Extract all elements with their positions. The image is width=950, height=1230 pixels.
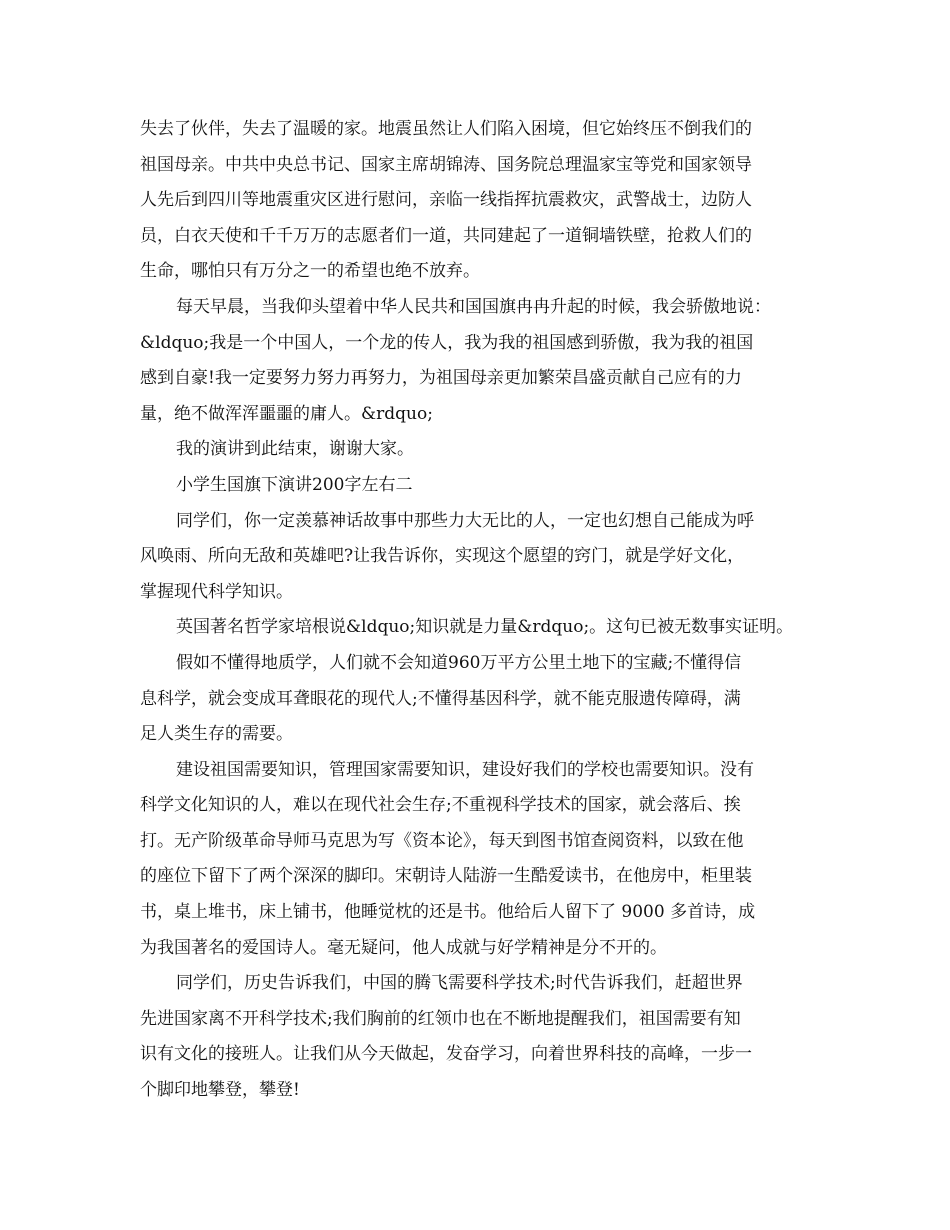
text-line: 风唤雨、所向无敌和英雄吧?让我告诉你，实现这个愿望的窍门，就是学好文化， (140, 546, 745, 567)
text-line: 为我国著名的爱国诗人。毫无疑问，他人成就与好学精神是分不开的。 (140, 937, 667, 958)
text-line: 每天早晨，当我仰头望着中华人民共和国国旗冉冉升起的时候，我会骄傲地说： (176, 296, 771, 317)
text-line: 科学文化知识的人，难以在现代社会生存;不重视科学技术的国家，就会落后、挨 (140, 795, 741, 816)
text-line: 祖国母亲。中共中央总书记、国家主席胡锦涛、国务院总理温家宝等党和国家领导 (140, 154, 752, 175)
text-line: 同学们，你一定羡慕神话故事中那些力大无比的人，一定也幻想自己能成为呼 (176, 510, 754, 531)
text-line: 的座位下留下了两个深深的脚印。宋朝诗人陆游一生酷爱读书，在他房中，柜里装 (140, 866, 752, 887)
text-line: 小学生国旗下演讲200字左右二 (176, 474, 413, 495)
text-line: 识有文化的接班人。让我们从今天做起，发奋学习，向着世界科技的高峰，一步一 (140, 1044, 752, 1065)
text-line: 人先后到四川等地震重灾区进行慰问，亲临一线指挥抗震救灾，武警战士，边防人 (140, 190, 752, 211)
text-line: 英国著名哲学家培根说&ldquo;知识就是力量&rdquo;。这句已被无数事实证明。 (176, 617, 794, 638)
text-line: 同学们，历史告诉我们，中国的腾飞需要科学技术;时代告诉我们，赶超世界 (176, 973, 743, 994)
text-line: 建设祖国需要知识，管理国家需要知识，建设好我们的学校也需要知识。没有 (176, 759, 754, 780)
text-line: &ldquo;我是一个中国人，一个龙的传人，我为我的祖国感到骄傲，我为我的祖国 (140, 332, 754, 353)
text-line: 息科学，就会变成耳聋眼花的现代人;不懂得基因科学，就不能克服遗传障碍，满 (140, 688, 741, 709)
text-line: 失去了伙伴，失去了温暖的家。地震虽然让人们陷入困境，但它始终压不倒我们的 (140, 119, 752, 139)
text-line: 先进国家离不开科学技术;我们胸前的红领巾也在不断地提醒我们，祖国需要有知 (140, 1008, 741, 1029)
text-line: 生命，哪怕只有万分之一的希望也绝不放弃。 (140, 261, 480, 282)
text-line: 我的演讲到此结束，谢谢大家。 (176, 439, 414, 460)
text-line: 打。无产阶级革命导师马克思为写《资本论》，每天到图书馆查阅资料，以致在他 (140, 830, 744, 851)
document-body (140, 112, 824, 1109)
text-line: 书，桌上堆书，床上铺书，他睡觉枕的还是书。他给后人留下了 9000 多首诗，成 (140, 902, 756, 923)
text-line: 假如不懂得地质学，人们就不会知道960万平方公里土地下的宝藏;不懂得信 (176, 652, 742, 673)
text-line: 掌握现代科学知识。 (140, 581, 293, 602)
text-line: 足人类生存的需要。 (140, 724, 293, 745)
text-line: 感到自豪!我一定要努力努力再努力，为祖国母亲更加繁荣昌盛贡献自己应有的力 (140, 368, 742, 389)
text-line: 员，白衣天使和千千万万的志愿者们一道，共同建起了一道铜墙铁壁，抢救人们的 (140, 225, 752, 246)
text-line: 个脚印地攀登，攀登! (140, 1080, 300, 1101)
text-line: 量，绝不做浑浑噩噩的庸人。&rdquo; (140, 403, 433, 424)
